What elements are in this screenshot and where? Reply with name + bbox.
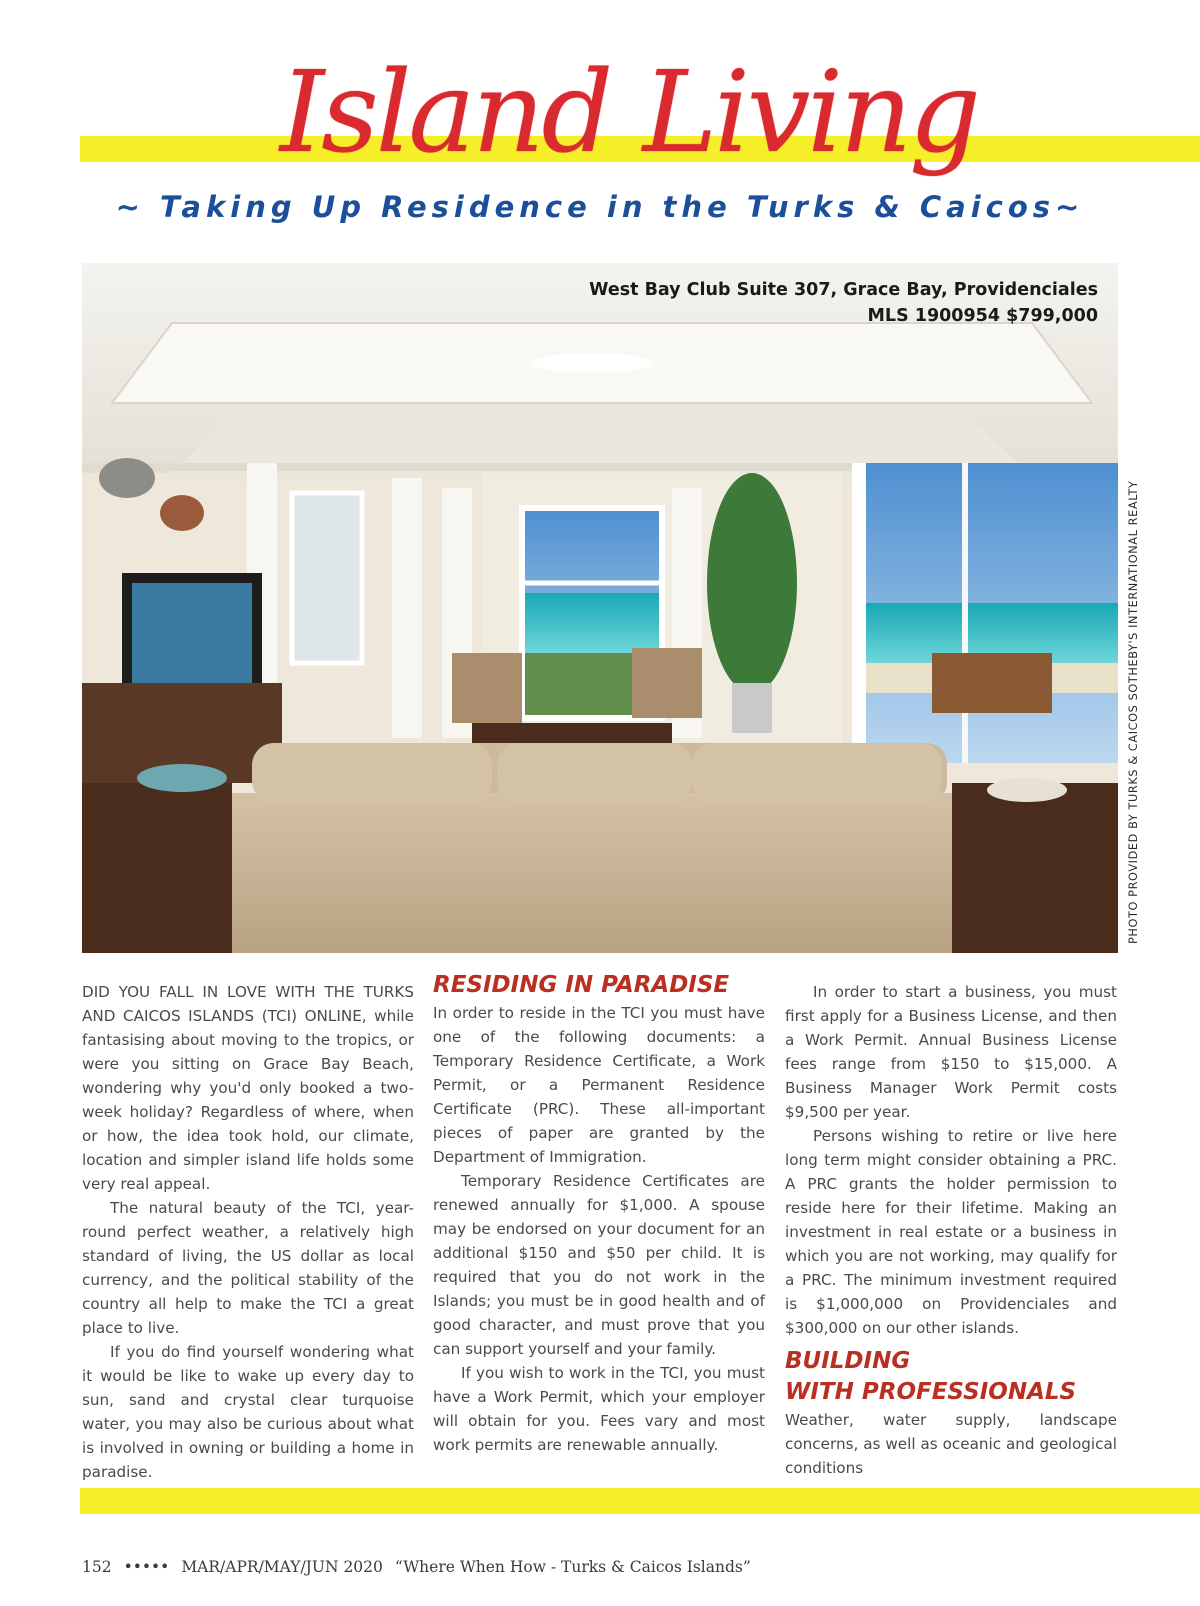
paragraph: In order to start a business, you must first apply for a Business License, and then a Work Permit. Annual Business License fees range from $150 to $15,000. A Business Manager Work Permit costs $9,500 per year. (785, 983, 1117, 1121)
photo-caption (589, 277, 1098, 329)
paragraph: In order to reside in the TCI you must have one of the following documents: a Temporary Residence Certificate, a Work Permit, or a Permanent Residence Certificate (PRC). These all-important pieces of paper are granted by the Department of Immigration. (433, 1004, 765, 1166)
paragraph: Temporary Residence Certificates are renewed annually for $1,000. A spouse may be endorsed on your document for an additional $150 and $50 per child. It is required that you do not work in the Islands; you must be in good health and of good character, and must prove that you can support yourself and your family. (433, 1172, 765, 1358)
bottom-yellow-band (80, 1488, 1200, 1514)
publication-name: “Where When How - Turks & Caicos Islands” (394, 1558, 751, 1576)
photo-caption-address: West Bay Club Suite 307, Grace Bay, Providenciales (589, 280, 1098, 300)
page-number: 152 (82, 1558, 112, 1576)
paragraph: If you wish to work in the TCI, you must have a Work Permit, which your employer will obtain for you. Fees vary and most work permits are renewable annually. (433, 1364, 765, 1454)
photo-credit: PHOTO PROVIDED BY TURKS & CAICOS SOTHEBY'S INTERNATIONAL REALTY (1127, 480, 1140, 944)
living-room-photo (82, 263, 1118, 953)
section-heading-building (785, 1346, 1117, 1408)
section-heading-residing: RESIDING IN PARADISE (433, 972, 730, 998)
paragraph: Weather, water supply, landscape concerns, as well as oceanic and geological conditions (785, 1411, 1117, 1477)
heading-line: BUILDING (785, 1348, 911, 1374)
article-column-1 (82, 980, 414, 1484)
photo-caption-price: MLS 1900954 $799,000 (867, 306, 1098, 326)
paragraph: If you do find yourself wondering what it would be like to wake up every day to sun, sand and crystal clear turquoise water, you may also be curious about what is involved in owning or building a home in paradise. (82, 1343, 414, 1481)
paragraph: The natural beauty of the TCI, year-round perfect weather, a relatively high standard of living, the US dollar as local currency, and the political stability of the country all help to make the TCI a great place to live. (82, 1199, 414, 1337)
page-title: Island Living (280, 48, 978, 178)
paragraph: Persons wishing to retire or live here long term might consider obtaining a PRC. A PRC grants the holder permission to reside here for their lifetime. Making an investment in real estate or a business in which you are not working, may qualify for a PRC. The minimum investment required is $1,000,000 on Providenciales and $300,000 on our other islands. (785, 1127, 1117, 1337)
paragraph: DID YOU FALL IN LOVE WITH THE TURKS AND CAICOS ISLANDS (TCI) ONLINE, while fantasising about moving to the tropics, or were you sitting on Grace Bay Beach, wondering why you'd only booked a two-week holiday? Regardless of where, when or how, the idea took hold, our climate, location and simpler island life holds some very real appeal. (82, 983, 414, 1193)
heading-line: WITH PROFESSIONALS (785, 1379, 1077, 1405)
article-column-3 (785, 980, 1117, 1480)
article-column-2 (433, 972, 765, 1457)
footer-dots: ••••• (123, 1558, 170, 1576)
page-subtitle: ~ Taking Up Residence in the Turks & Caicos~ (115, 190, 1085, 224)
page-footer (82, 1558, 763, 1576)
issue-date: MAR/APR/MAY/JUN 2020 (181, 1558, 383, 1576)
